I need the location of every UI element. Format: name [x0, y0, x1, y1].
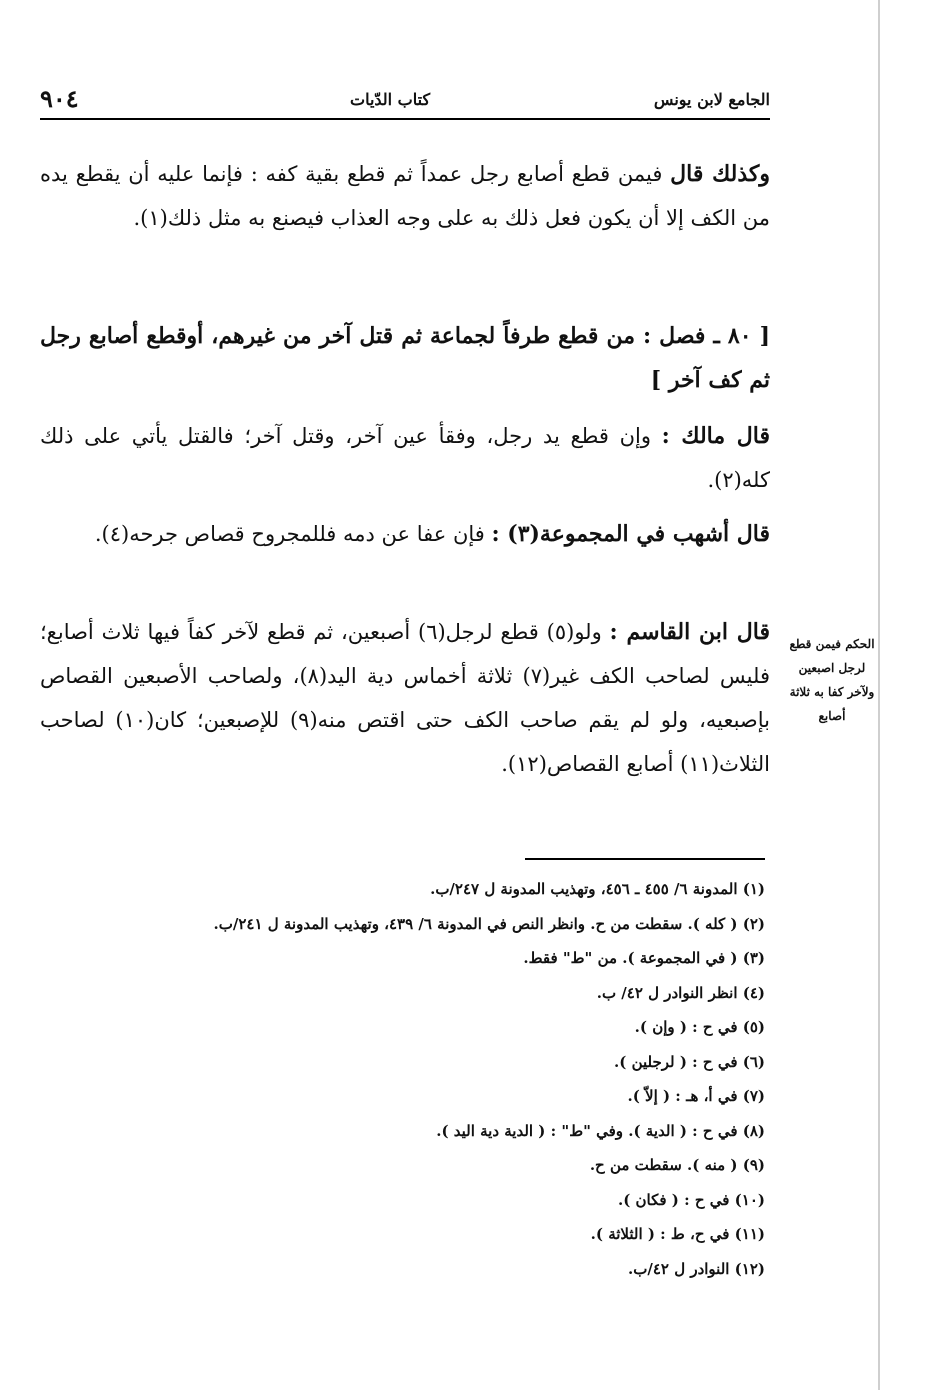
paragraph-4-keyword: قال ابن القاسم :: [609, 619, 770, 645]
paragraph-2: [40, 414, 770, 502]
paragraph-1-text: فيمن قطع أصابع رجل عمداً ثم قطع بقية كفه : فإنما عليه أن يقطع يده من الكف إلا أن يكون فعل ذلك به على وجه العذاب فيصنع به مثل ذلك(١).: [40, 162, 770, 230]
paragraph-2-keyword: قال مالك :: [661, 423, 770, 449]
footnote: (١) المدونة ٦/ ٤٥٥ ـ ٤٥٦، وتهذيب المدونة ل ٢٤٧/ب.: [430, 880, 765, 898]
margin-note: الحكم فيمن قطع لرجل اصبعين ولآخر كفا به ثلاثة أصابع: [789, 637, 875, 723]
paragraph-1-keyword: وكذلك قال: [670, 161, 770, 187]
footnote-separator: [525, 858, 765, 860]
header-rule: [40, 118, 770, 120]
footnote: (٧) في أ، هـ : ( إلاّ ).: [627, 1087, 765, 1105]
paragraph-4: [40, 610, 770, 786]
chapter-title: كتاب الدّيات: [350, 90, 431, 109]
paragraph-4-text: ولو(٥) قطع لرجل(٦) أصبعين، ثم قطع لآخر كفاً فيها ثلاث أصابع؛ فليس لصاحب الكف غير(٧) ثلاثة أخماس دية اليد(٨)، ولصاحب الأصبعين القصاص بإصبعيه، ولو لم يقم صاحب الكف حتى اقتص منه(٩) للإصبعين؛ كان(١٠) لصاحب الثلاث(١١) أصابع القصاص(١٢).: [40, 620, 771, 776]
footnote: (٤) انظر النوادر ل ٤٢/ ب.: [596, 983, 765, 1002]
paragraph-1: [40, 152, 770, 240]
footnote: (٥) في ح : ( وإن ).: [634, 1018, 765, 1036]
book-title: الجامع لابن يونس: [653, 90, 770, 109]
page-edge-line: [878, 0, 880, 1390]
footnote: (٨) في ح : ( الدية ). وفي "ط" : ( الدية دية اليد ).: [436, 1121, 765, 1140]
footnote: (٣) ( في المجموعة ). من "ط" فقط.: [523, 949, 765, 967]
footnote: (١٠) في ح : ( فكان ).: [617, 1190, 765, 1209]
running-header: [40, 84, 770, 118]
paragraph-2-text: وإن قطع يد رجل، وفقأ عين آخر، وقتل آخر؛ فالقتل يأتي على ذلك كله(٢).: [40, 424, 770, 492]
footnote: (٩) ( منه ). سقطت من ح.: [589, 1156, 765, 1174]
section-heading: [ ٨٠ ـ فصل : من قطع طرفاً لجماعة ثم قتل آخر من غيرهم، أوقطع أصابع رجل ثم كف آخر ]: [40, 323, 770, 393]
footnotes: [40, 872, 765, 1286]
footnote: (٦) في ح : ( لرجلين ).: [614, 1052, 765, 1071]
footnote: (١١) في ح، ط : ( الثلاثة ).: [590, 1225, 765, 1243]
paragraph-3-keyword: قال أشهب في المجموعة(٣) :: [491, 521, 770, 547]
footnote: (١٢) النوادر ل ٤٢/ب.: [628, 1259, 765, 1278]
page-number: ٩٠٤: [40, 84, 79, 113]
footnote: (٢) ( كله ). سقطت من ح. وانظر النص في المدونة ٦/ ٤٣٩، وتهذيب المدونة ل ٢٤١/ب.: [213, 914, 765, 933]
paragraph-3: [40, 512, 770, 556]
paragraph-3-text: فإن عفا عن دمه فللمجروح قصاص جرحه(٤).: [94, 522, 492, 546]
